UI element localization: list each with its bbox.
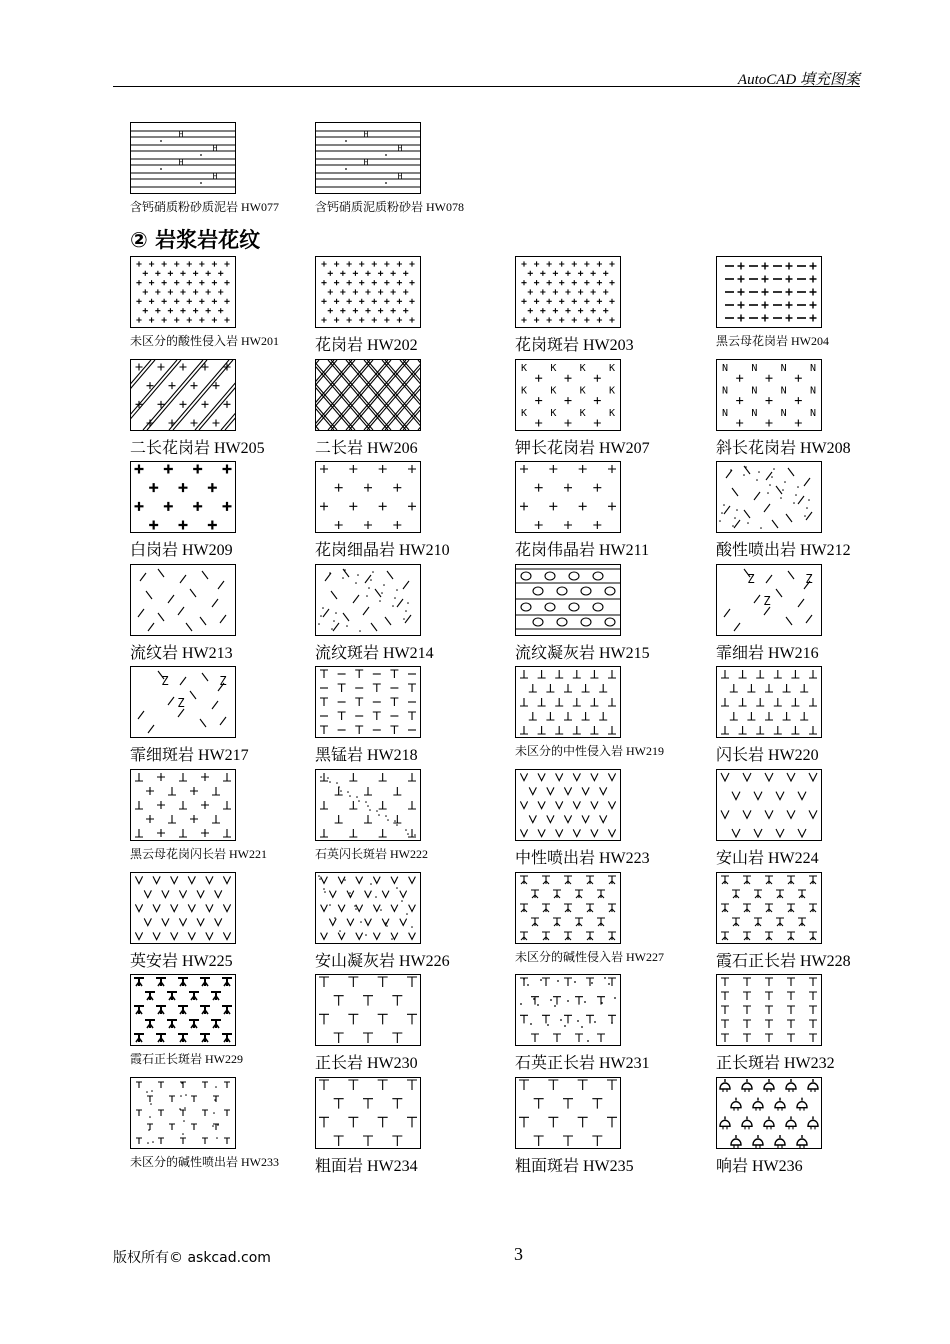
hatch-swatch bbox=[130, 872, 236, 944]
pattern-cell-23 bbox=[716, 769, 822, 867]
pattern-caption: 白岗岩 HW209 bbox=[130, 542, 233, 560]
pattern-caption: 正长斑岩 HW232 bbox=[716, 1055, 835, 1073]
hatch-swatch bbox=[315, 1077, 421, 1149]
hatch-swatch bbox=[315, 769, 421, 841]
pattern-caption: 霞石正长岩 HW228 bbox=[716, 952, 851, 970]
hatch-swatch bbox=[716, 872, 822, 944]
svg-text:Z: Z bbox=[747, 571, 755, 586]
hatch-swatch bbox=[716, 564, 822, 636]
svg-text:Z: Z bbox=[763, 593, 771, 608]
pattern-cell-21 bbox=[315, 769, 428, 861]
hatch-swatch bbox=[515, 256, 621, 328]
svg-text:K: K bbox=[579, 362, 586, 374]
svg-text:H: H bbox=[363, 158, 369, 167]
svg-text:K: K bbox=[520, 407, 528, 419]
pattern-caption: 流纹斑岩 HW214 bbox=[315, 644, 434, 662]
pattern-caption: 未区分的碱性喷出岩 HW233 bbox=[130, 1154, 279, 1169]
svg-text:N: N bbox=[751, 384, 758, 396]
hatch-swatch bbox=[130, 256, 236, 328]
hatch-swatch bbox=[130, 769, 236, 841]
hatch-swatch bbox=[515, 564, 621, 636]
header-rule bbox=[113, 86, 860, 87]
pattern-cell-12 bbox=[130, 564, 236, 662]
pattern-cell-7 bbox=[716, 359, 851, 457]
hatch-swatch bbox=[315, 872, 421, 944]
svg-text:Z: Z bbox=[219, 674, 227, 689]
svg-text:N: N bbox=[809, 407, 817, 419]
svg-text:K: K bbox=[608, 407, 616, 419]
pattern-caption: 粗面斑岩 HW235 bbox=[515, 1157, 634, 1175]
hatch-swatch bbox=[315, 974, 421, 1046]
pattern-caption: 未区分的碱性侵入岩 HW227 bbox=[515, 949, 664, 964]
hatch-swatch bbox=[315, 256, 421, 328]
hatch-swatch bbox=[716, 359, 822, 431]
pattern-cell-16 bbox=[130, 666, 249, 765]
pattern-cell-9 bbox=[315, 461, 450, 560]
hatch-swatch bbox=[130, 359, 236, 431]
hatch-swatch bbox=[130, 666, 236, 738]
pattern-cell-0 bbox=[130, 256, 279, 348]
hatch-swatch bbox=[130, 1077, 236, 1149]
pattern-cell-5 bbox=[315, 359, 421, 457]
hatch-swatch bbox=[315, 564, 421, 636]
svg-text:K: K bbox=[520, 384, 528, 396]
pattern-cell-17 bbox=[315, 666, 421, 765]
hatch-swatch bbox=[130, 974, 236, 1046]
top-row-cell-0 bbox=[130, 122, 279, 214]
page-number: 3 bbox=[514, 1244, 523, 1264]
pattern-caption: 花岗细晶岩 HW210 bbox=[315, 542, 450, 560]
pattern-cell-6 bbox=[515, 359, 650, 457]
pattern-caption: 酸性喷出岩 HW212 bbox=[716, 542, 851, 560]
pattern-caption: 含钙硝质泥质粉砂岩 HW078 bbox=[315, 200, 464, 214]
pattern-cell-20 bbox=[130, 769, 267, 861]
pattern-caption: 黑云母花岗闪长岩 HW221 bbox=[130, 847, 267, 861]
svg-text:K: K bbox=[579, 384, 586, 396]
svg-text:K: K bbox=[520, 362, 528, 374]
svg-text:K: K bbox=[579, 407, 586, 419]
pattern-cell-18 bbox=[515, 666, 664, 759]
section-title: ② 岩浆岩花纹 bbox=[130, 228, 261, 252]
pattern-caption: 二长岩 HW206 bbox=[315, 439, 418, 457]
pattern-cell-30 bbox=[515, 974, 650, 1073]
pattern-caption: 粗面岩 HW234 bbox=[315, 1157, 418, 1175]
svg-text:H: H bbox=[363, 130, 369, 139]
hatch-swatch bbox=[130, 122, 236, 194]
pattern-cell-29 bbox=[315, 974, 421, 1073]
hatch-swatch bbox=[515, 359, 621, 431]
pattern-caption: 花岗斑岩 HW203 bbox=[515, 337, 634, 354]
hatch-swatch bbox=[716, 666, 822, 738]
pattern-cell-14 bbox=[515, 564, 650, 662]
pattern-cell-10 bbox=[515, 461, 650, 560]
pattern-caption: 响岩 HW236 bbox=[716, 1157, 803, 1175]
pattern-cell-4 bbox=[130, 359, 265, 457]
pattern-caption: 含钙硝质粉砂质泥岩 HW077 bbox=[130, 200, 279, 214]
hatch-swatch bbox=[315, 461, 421, 533]
svg-text:H: H bbox=[397, 172, 403, 181]
pattern-cell-33 bbox=[315, 1077, 421, 1175]
top-row-cell-1 bbox=[315, 122, 464, 214]
hatch-swatch bbox=[515, 461, 621, 533]
pattern-caption: 未区分的酸性侵入岩 HW201 bbox=[130, 334, 279, 348]
pattern-caption: 石英闪长斑岩 HW222 bbox=[315, 847, 428, 861]
pattern-caption: 安山凝灰岩 HW226 bbox=[315, 952, 450, 970]
pattern-caption: 中性喷出岩 HW223 bbox=[515, 850, 650, 867]
hatch-swatch bbox=[130, 564, 236, 636]
pattern-caption: 花岗伟晶岩 HW211 bbox=[515, 542, 650, 560]
hatch-swatch bbox=[515, 666, 621, 738]
pattern-cell-32 bbox=[130, 1077, 279, 1169]
pattern-cell-13 bbox=[315, 564, 434, 662]
pattern-caption: 霞石正长斑岩 HW229 bbox=[130, 1052, 243, 1067]
svg-text:K: K bbox=[550, 362, 557, 374]
svg-text:Z: Z bbox=[161, 674, 169, 689]
pattern-cell-31 bbox=[716, 974, 835, 1073]
hatch-swatch bbox=[716, 769, 822, 841]
pattern-cell-25 bbox=[315, 872, 450, 970]
pattern-caption: 花岗岩 HW202 bbox=[315, 337, 418, 354]
hatch-swatch bbox=[315, 122, 421, 194]
svg-text:N: N bbox=[721, 407, 729, 419]
footer-copyright: 版权所有© askcad.com bbox=[113, 1250, 271, 1266]
pattern-cell-15 bbox=[716, 564, 822, 662]
pattern-cell-22 bbox=[515, 769, 650, 867]
pattern-caption: 霏细岩 HW216 bbox=[716, 644, 819, 662]
pattern-caption: 钾长花岗岩 HW207 bbox=[515, 439, 650, 457]
svg-text:N: N bbox=[751, 362, 758, 374]
hatch-swatch bbox=[716, 256, 822, 328]
pattern-caption: 安山岩 HW224 bbox=[716, 850, 819, 867]
pattern-caption: 流纹岩 HW213 bbox=[130, 644, 233, 662]
svg-text:K: K bbox=[550, 384, 557, 396]
svg-text:N: N bbox=[780, 384, 787, 396]
pattern-caption: 霏细斑岩 HW217 bbox=[130, 747, 249, 765]
hatch-swatch bbox=[716, 974, 822, 1046]
pattern-cell-35 bbox=[716, 1077, 822, 1175]
header-title: AutoCAD 填充图案 bbox=[737, 72, 860, 88]
svg-text:Z: Z bbox=[805, 571, 813, 586]
svg-text:H: H bbox=[178, 130, 184, 139]
pattern-cell-3 bbox=[716, 256, 829, 348]
pattern-caption: 闪长岩 HW220 bbox=[716, 747, 819, 765]
hatch-swatch bbox=[716, 1077, 822, 1149]
pattern-caption: 斜长花岗岩 HW208 bbox=[716, 439, 851, 457]
svg-text:H: H bbox=[397, 144, 403, 153]
pattern-caption: 英安岩 HW225 bbox=[130, 952, 233, 970]
svg-text:H: H bbox=[212, 172, 218, 181]
svg-text:N: N bbox=[721, 362, 729, 374]
hatch-swatch bbox=[515, 769, 621, 841]
hatch-swatch bbox=[130, 461, 236, 533]
pattern-cell-11 bbox=[716, 461, 851, 560]
svg-text:K: K bbox=[550, 407, 557, 419]
svg-text:H: H bbox=[212, 144, 218, 153]
pattern-cell-27 bbox=[716, 872, 851, 970]
pattern-cell-1 bbox=[315, 256, 421, 354]
pattern-cell-24 bbox=[130, 872, 236, 970]
svg-text:N: N bbox=[780, 362, 787, 374]
pattern-cell-2 bbox=[515, 256, 634, 354]
pattern-caption: 二长花岗岩 HW205 bbox=[130, 439, 265, 457]
pattern-caption: 石英正长岩 HW231 bbox=[515, 1055, 650, 1073]
svg-text:N: N bbox=[751, 407, 758, 419]
hatch-swatch bbox=[515, 974, 621, 1046]
pattern-caption: 黑锰岩 HW218 bbox=[315, 747, 418, 765]
svg-text:K: K bbox=[608, 362, 616, 374]
hatch-swatch bbox=[716, 461, 822, 533]
svg-text:N: N bbox=[809, 384, 817, 396]
pattern-caption: 流纹凝灰岩 HW215 bbox=[515, 644, 650, 662]
svg-text:N: N bbox=[780, 407, 787, 419]
svg-text:N: N bbox=[721, 384, 729, 396]
svg-text:K: K bbox=[608, 384, 616, 396]
pattern-caption: 未区分的中性侵入岩 HW219 bbox=[515, 744, 664, 759]
pattern-cell-19 bbox=[716, 666, 822, 765]
hatch-swatch bbox=[515, 872, 621, 944]
pattern-cell-8 bbox=[130, 461, 236, 560]
hatch-swatch bbox=[315, 666, 421, 738]
hatch-swatch bbox=[515, 1077, 621, 1149]
pattern-cell-26 bbox=[515, 872, 664, 964]
svg-text:H: H bbox=[178, 158, 184, 167]
hatch-swatch bbox=[315, 359, 421, 431]
pattern-caption: 正长岩 HW230 bbox=[315, 1055, 418, 1073]
svg-text:N: N bbox=[809, 362, 817, 374]
pattern-cell-28 bbox=[130, 974, 243, 1067]
pattern-cell-34 bbox=[515, 1077, 634, 1175]
svg-text:Z: Z bbox=[177, 696, 185, 711]
pattern-caption: 黑云母花岗岩 HW204 bbox=[716, 334, 829, 348]
